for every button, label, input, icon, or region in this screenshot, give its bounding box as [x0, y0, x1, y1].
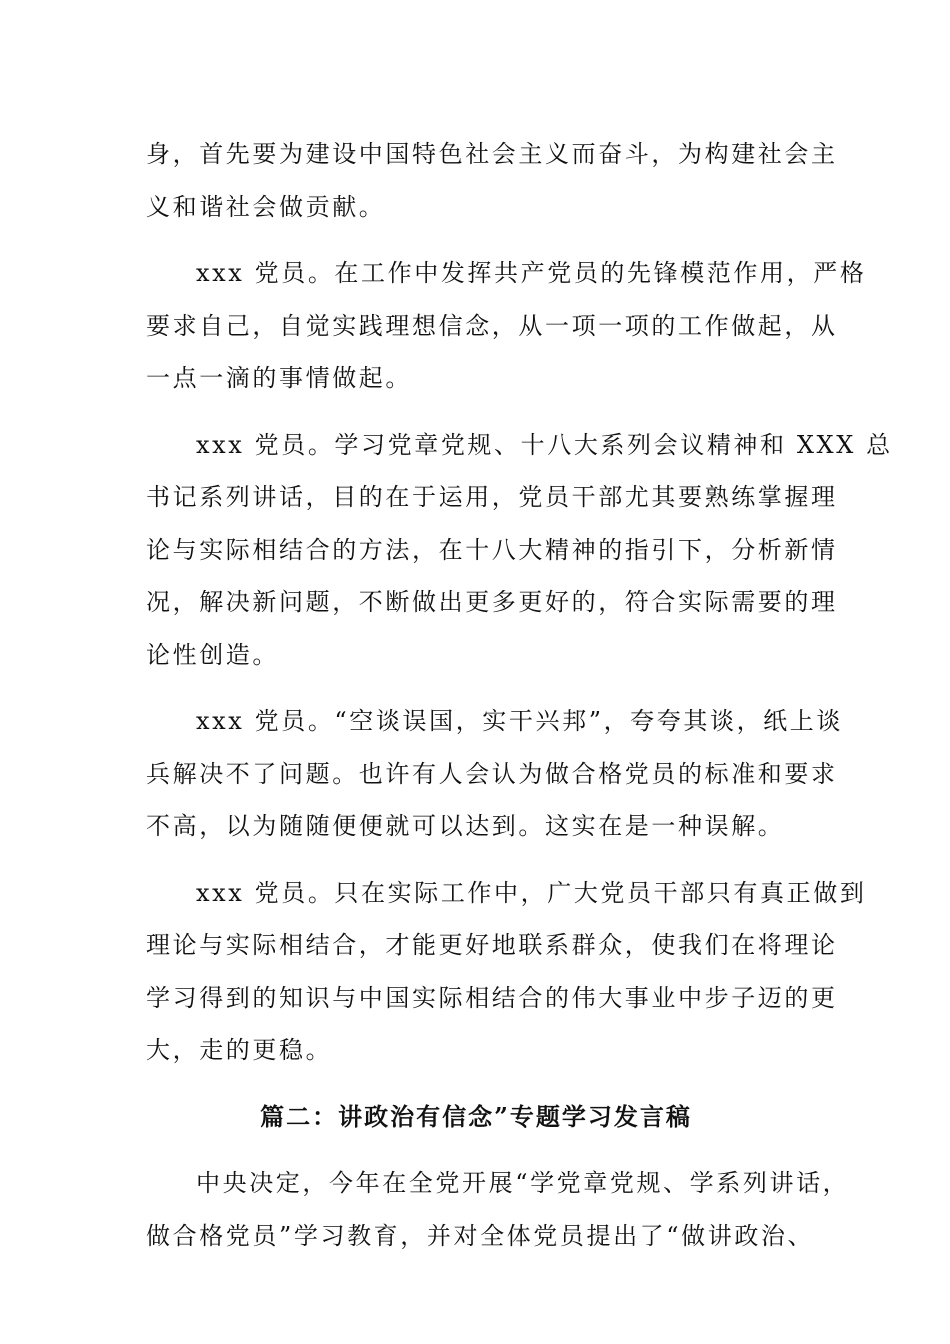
paragraph-party-member-1 — [146, 247, 867, 405]
text-line: 身，首先要为建设中国特色社会主义而奋斗，为构建社会主 — [146, 140, 838, 168]
paragraph-party-member-3 — [146, 695, 843, 853]
text-line: 大，走的更稳。 — [146, 1036, 333, 1064]
text-line: xxx 党员。“空谈误国，实干兴邦”，夸夸其谈，纸上谈 — [196, 707, 843, 735]
paragraph-party-member-2 — [146, 419, 893, 682]
text-line: 一点一滴的事情做起。 — [146, 364, 412, 392]
text-line: 理论与实际相结合，才能更好地联系群众，使我们在将理论 — [146, 931, 838, 959]
text-line: 论性创造。 — [146, 640, 279, 669]
text-line: 书记系列讲话，目的在于运用，党员干部尤其要熟练掌握理 — [146, 483, 838, 511]
text-line: xxx 党员。在工作中发挥共产党员的先锋模范作用，严格 — [196, 259, 867, 287]
text-line: 况，解决新问题，不断做出更多更好的，符合实际需要的理 — [146, 588, 838, 616]
text-line: 兵解决不了问题。也许有人会认为做合格党员的标准和要求 — [146, 759, 838, 788]
paragraph-closing — [146, 1157, 850, 1262]
text-line: 要求自己，自觉实践理想信念，从一项一项的工作做起，从 — [146, 311, 838, 340]
paragraph-party-member-4 — [146, 867, 867, 1077]
text-line: 不高，以为随随便便就可以达到。这实在是一种误解。 — [146, 812, 785, 840]
document-page — [146, 128, 893, 1276]
text-line: 学习得到的知识与中国实际相结合的伟大事业中步子迈的更 — [146, 983, 838, 1012]
section-heading: 篇二：讲政治有信念”专题学习发言稿 — [260, 1101, 692, 1131]
text-line: 做合格党员”学习教育，并对全体党员提出了“做讲政治、 — [146, 1221, 815, 1250]
paragraph-continuation — [146, 128, 838, 233]
text-line: 中央决定，今年在全党开展“学党章党规、学系列讲话， — [196, 1169, 850, 1197]
text-line: xxx 党员。只在实际工作中，广大党员干部只有真正做到 — [196, 878, 867, 907]
text-line: 义和谐社会做贡献。 — [146, 192, 386, 221]
text-line: 论与实际相结合的方法，在十八大精神的指引下，分析新情 — [146, 535, 838, 564]
text-line: xxx 党员。学习党章党规、十八大系列会议精神和 XXX 总 — [196, 430, 893, 459]
